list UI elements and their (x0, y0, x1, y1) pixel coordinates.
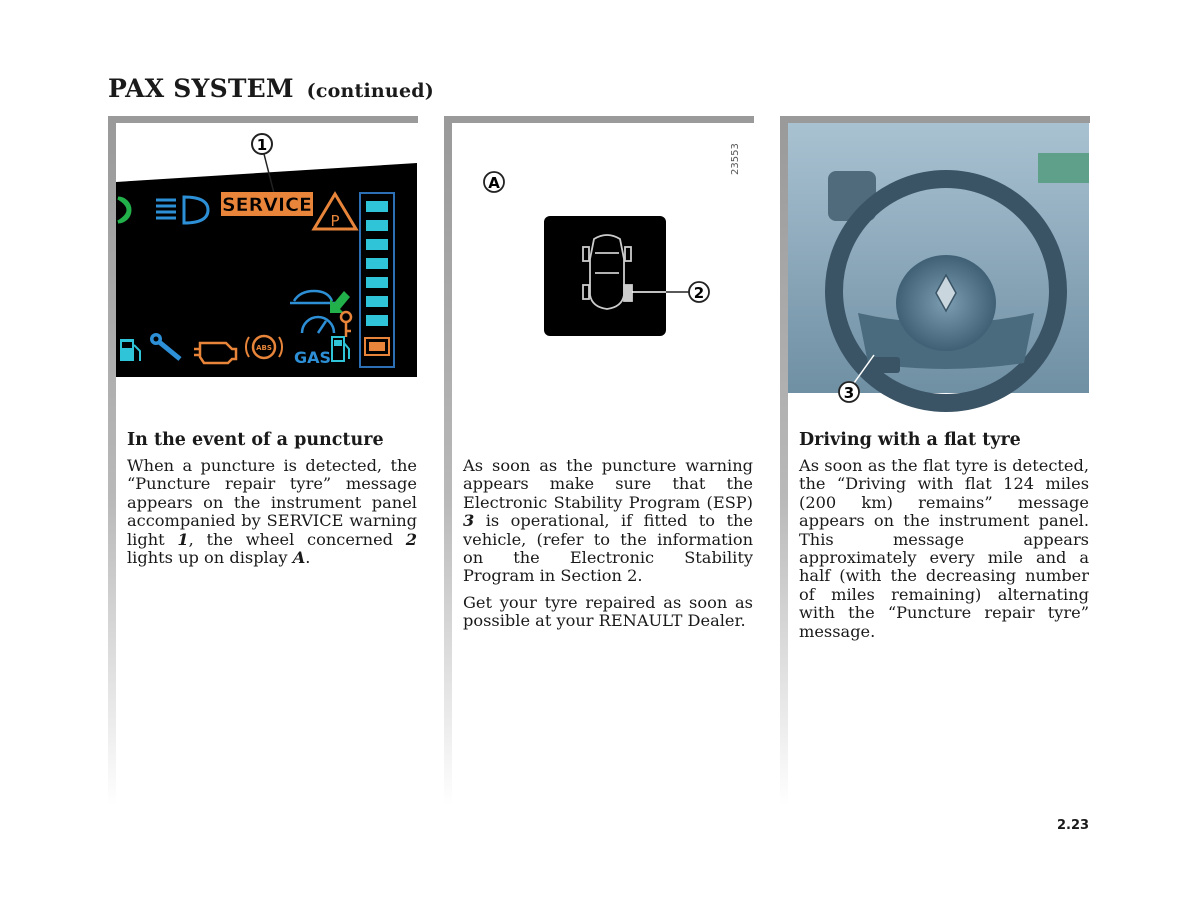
callout-A (484, 172, 504, 192)
svg-text:2: 2 (693, 284, 705, 302)
column-flat-tyre (780, 116, 1090, 806)
page-title (108, 74, 434, 103)
title-subtitle: (continued) (306, 80, 434, 102)
column-esp (444, 116, 754, 806)
section-body: As soon as the flat tyre is detected, the “Driving with flat 124 miles (200 km) remains” message appears on the instrument panel. This message appears approximately every mile and a half (with the decreasing number of miles remaining) alternating with the “Puncture repair tyre” message. (799, 456, 1089, 641)
svg-text:A: A (488, 174, 500, 192)
svg-text:1: 1 (256, 136, 268, 154)
figure-ref-code: 23553 (730, 143, 741, 175)
title-main: PAX SYSTEM (108, 74, 294, 103)
page-number: 2.23 (1057, 818, 1090, 833)
column-side-rule (444, 123, 452, 806)
column-puncture (108, 116, 418, 806)
steering-wheel-figure (788, 123, 1089, 413)
service-warning-icon (221, 192, 313, 216)
svg-text:SERVICE: SERVICE (222, 194, 312, 216)
svg-text:P: P (330, 212, 340, 230)
svg-text:3: 3 (843, 384, 855, 402)
column-top-rule (780, 116, 1090, 123)
column-top-rule (444, 116, 754, 123)
instrument-panel-figure (116, 123, 417, 383)
column-side-rule (780, 123, 788, 806)
svg-text:ABS: ABS (256, 344, 272, 352)
section-body: When a puncture is detected, the “Puncture repair tyre” message appears on the instrument panel accompanied by SERVICE warning light 1, the wheel concerned 2 lights up on display A. (127, 456, 417, 568)
esp-switch (870, 357, 900, 373)
column-top-rule (108, 116, 418, 123)
section-body: As soon as the puncture warning appears make sure that the Electronic Stability Program (ESP) 3 is operational, if fitted to the vehicle, (refer to the information on the Electronic Stability Program in Section 2. Get your tyre repaired as soon as possible at your RENAULT Dealer. (463, 456, 753, 631)
section-heading: In the event of a puncture (127, 430, 384, 450)
display-screen (1038, 153, 1089, 183)
display-a-figure (452, 123, 753, 413)
display-panel (544, 216, 666, 336)
column-side-rule (108, 123, 116, 806)
section-heading: Driving with a flat tyre (799, 430, 1021, 450)
svg-text:GAS: GAS (294, 348, 332, 367)
